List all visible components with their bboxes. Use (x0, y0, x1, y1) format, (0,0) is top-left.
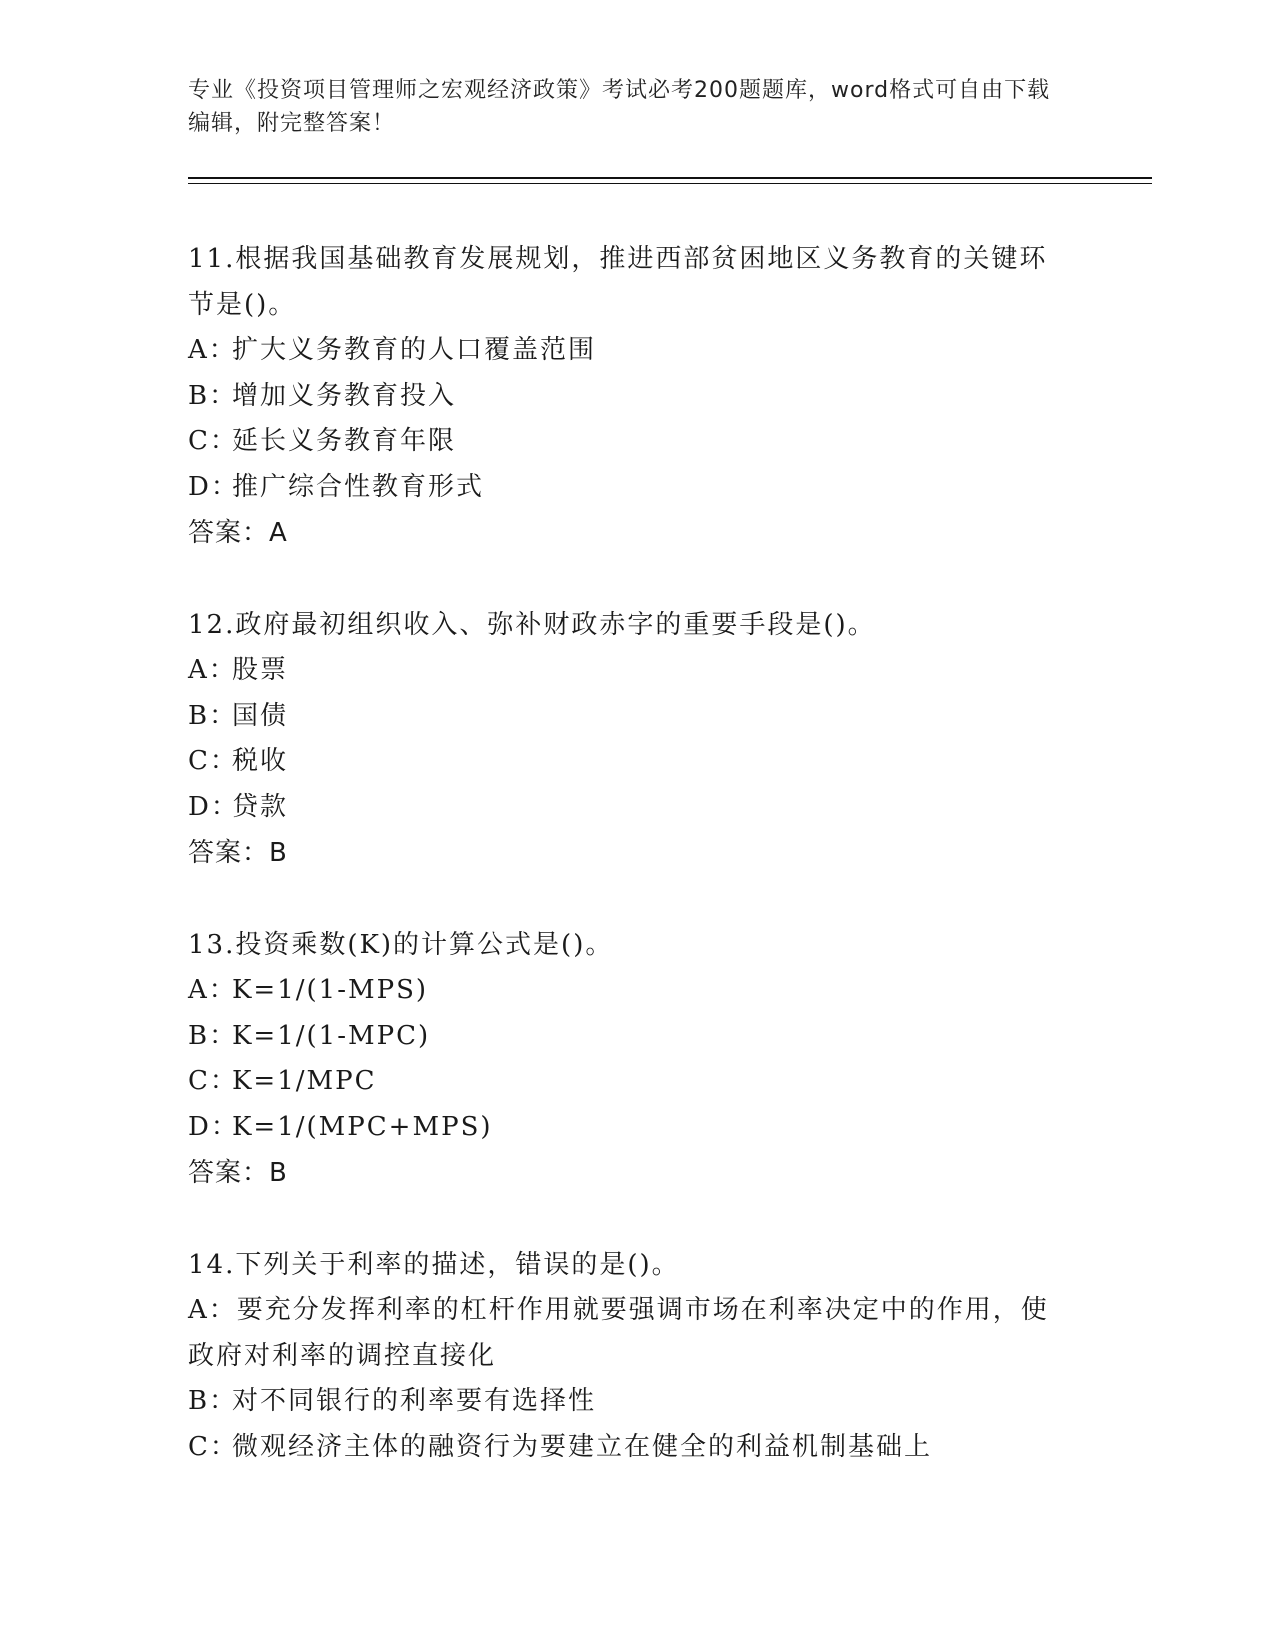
option-b (188, 374, 1068, 420)
option-key: B： (188, 1020, 238, 1051)
option-key: A： (188, 1295, 237, 1325)
option-key: A： (188, 335, 237, 365)
question-item (188, 1242, 1068, 1470)
option-text: 微观经济主体的融资行为要建立在健全的利益机制基础上 (232, 1431, 933, 1462)
option-c (188, 419, 1068, 465)
question-text: 13.投资乘数(K)的计算公式是()。 (188, 930, 614, 960)
option-key: A： (188, 655, 237, 685)
answer-line: 答案：B (188, 838, 288, 868)
option-text: K=1/MPC (232, 1066, 377, 1096)
option-key: C： (188, 1431, 238, 1462)
option-key: B： (188, 380, 238, 411)
option-text: 股票 (232, 655, 289, 685)
option-c (188, 1059, 1068, 1105)
option-key: D： (188, 471, 239, 502)
option-key: D： (188, 791, 239, 822)
option-text: 贷款 (232, 791, 289, 822)
option-a (188, 968, 1068, 1014)
option-text: K=1/(1-MPC) (232, 1020, 431, 1051)
option-text: 要充分发挥利率的杠杆作用就要强调市场在利率决定中的作用，使政府对利率的调控直接化 (188, 1295, 1049, 1371)
option-text: 扩大义务教育的人口覆盖范围 (232, 335, 597, 365)
question-text: 11.根据我国基础教育发展规划，推进西部贫困地区义务教育的关键环节是()。 (188, 244, 1048, 320)
option-c (188, 1425, 1068, 1471)
header-rule-thin (188, 183, 1152, 184)
option-key: B： (188, 1386, 238, 1416)
option-d (188, 785, 1068, 831)
question-item (188, 922, 1068, 1196)
option-text: 增加义务教育投入 (232, 380, 457, 411)
option-a (188, 648, 1068, 694)
option-key: A： (188, 975, 237, 1005)
option-text: 税收 (232, 746, 289, 776)
option-text: 推广综合性教育形式 (232, 471, 485, 502)
option-d (188, 1105, 1068, 1151)
answer-line: 答案：B (188, 1158, 288, 1188)
option-text: K=1/(MPC+MPS) (232, 1111, 493, 1142)
option-text: K=1/(1-MPS) (232, 975, 429, 1005)
option-a (188, 1288, 1068, 1379)
option-b (188, 1379, 1068, 1425)
answer-line: 答案：A (188, 518, 288, 548)
option-text: 延长义务教育年限 (232, 426, 457, 456)
option-b (188, 1014, 1068, 1060)
question-list (188, 236, 1068, 1516)
option-d (188, 465, 1068, 511)
option-key: C： (188, 426, 238, 456)
option-text: 对不同银行的利率要有选择性 (232, 1386, 597, 1416)
option-key: D： (188, 1111, 239, 1142)
option-a (188, 328, 1068, 374)
question-item (188, 236, 1068, 556)
option-key: C： (188, 1066, 238, 1096)
option-key: B： (188, 700, 238, 731)
option-text: 国债 (232, 700, 289, 731)
document-header: 专业《投资项目管理师之宏观经济政策》考试必考200题题库，word格式可自由下载编辑，附完整答案！ (188, 78, 1051, 136)
question-item (188, 602, 1068, 876)
option-b (188, 694, 1068, 740)
option-key: C： (188, 746, 238, 776)
question-text: 14.下列关于利率的描述，错误的是()。 (188, 1250, 680, 1280)
header-rule-thick (188, 177, 1152, 179)
question-text: 12.政府最初组织收入、弥补财政赤字的重要手段是()。 (188, 610, 876, 640)
option-c (188, 739, 1068, 785)
